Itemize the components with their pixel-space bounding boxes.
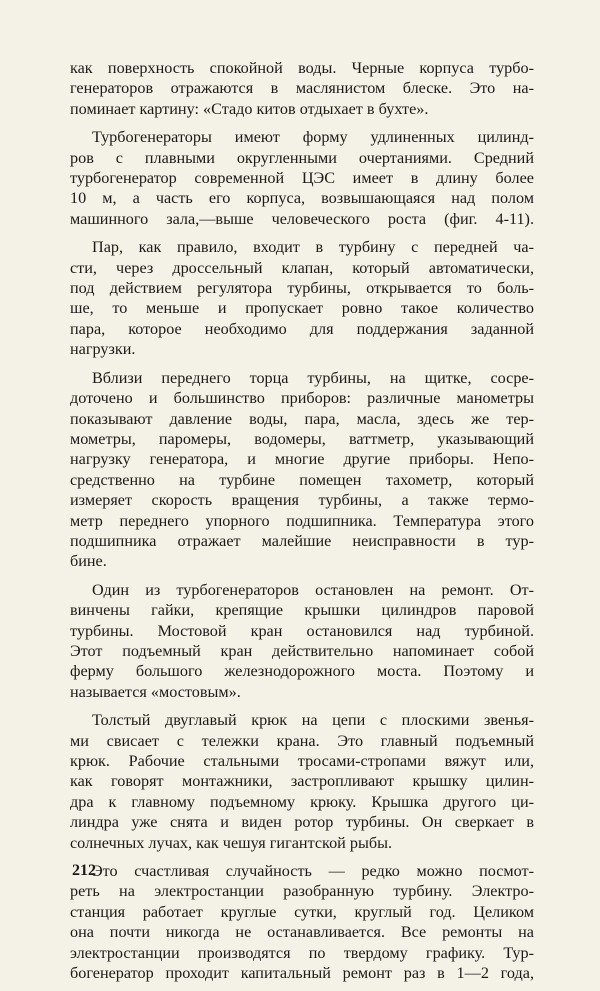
text-line: реть на электростанции разобранную турбину. Электро- bbox=[70, 882, 534, 901]
text-line: Турбогенераторы имеют форму удлиненных цилинд- bbox=[92, 128, 534, 147]
text-line: ми свисает с тележки крана. Это главный подъемный bbox=[70, 731, 534, 750]
paragraph-6 bbox=[70, 710, 534, 853]
text-line: ше, то меньше и пропускает ровно такое количество bbox=[70, 299, 534, 318]
text-line: крюк. Рабочие стальными тросами-стропами вяжут или, bbox=[70, 752, 534, 770]
text-line: генераторов отражаются в маслянистом блеске. Это на- bbox=[70, 79, 534, 98]
text-line: нагрузки. bbox=[70, 340, 136, 359]
text-line: мометры, паромеры, водомеры, ваттметр, указывающий bbox=[70, 429, 534, 448]
text-line: Этот подъемный кран действительно напоминает собой bbox=[70, 641, 534, 660]
text-line: подшипника отражает малейшие неисправности в тур- bbox=[70, 531, 534, 550]
text-line: называется «мостовым». bbox=[70, 682, 241, 701]
text-line: измеряет скорость вращения турбины, а также термо- bbox=[70, 491, 534, 510]
text-line: солнечных лучах, как чешуя гигантской рыбы. bbox=[70, 833, 393, 852]
paragraph-4 bbox=[70, 368, 534, 572]
paragraph-1 bbox=[70, 58, 534, 119]
text-line: Это счастливая случайность — редко можно посмот- bbox=[92, 862, 534, 881]
text-line: средственно на турбине помещен тахометр, который bbox=[70, 470, 534, 489]
paragraph-5 bbox=[70, 580, 534, 702]
text-line: она почти никогда не останавливается. Все ремонты на bbox=[70, 923, 534, 942]
paragraph-2 bbox=[70, 127, 534, 229]
text-line: машинного зала,—выше человеческого роста (фиг. 4-11). bbox=[70, 209, 534, 228]
text-line: показывают давление воды, пара, масла, здесь же тер- bbox=[70, 409, 534, 428]
text-line: 10 м, а часть его корпуса, возвышающаяся над полом bbox=[70, 189, 534, 208]
text-line: бине. bbox=[70, 552, 107, 571]
paragraph-3 bbox=[70, 237, 534, 359]
text-line: богенератор проходит капитальный ремонт раз в 1—2 года, bbox=[70, 964, 534, 983]
text-line: электростанции производятся по твердому графику. Тур- bbox=[70, 943, 534, 962]
text-line: под действием регулятора турбины, открывается то боль- bbox=[70, 279, 534, 298]
text-line: как поверхность спокойной воды. Черные корпуса турбо- bbox=[70, 59, 534, 77]
page-text bbox=[70, 58, 534, 991]
paragraph-7 bbox=[70, 861, 534, 983]
text-line: винчены гайки, крепящие крышки цилиндров паровой bbox=[70, 601, 534, 620]
text-line: Вблизи переднего торца турбины, на щитке, сосре- bbox=[92, 368, 534, 387]
text-line: ферму большого железнодорожного моста. Поэтому и bbox=[70, 662, 534, 681]
text-line: сти, через дроссельный клапан, который автоматически, bbox=[70, 258, 534, 277]
text-line: Один из турбогенераторов остановлен на ремонт. От- bbox=[92, 580, 534, 599]
text-line: турбогенератор современной ЦЭС имеет в длину более bbox=[70, 169, 534, 188]
text-line: Пар, как правило, входит в турбину с передней ча- bbox=[92, 238, 534, 257]
text-line: дра к главному подъемному крюку. Крышка другого ци- bbox=[70, 792, 534, 811]
text-line: Толстый двуглавый крюк на цепи с плоскими звенья- bbox=[92, 711, 534, 730]
text-line: как говорят монтажники, застропливают крышку цилин- bbox=[70, 772, 534, 791]
text-line: станция работает круглые сутки, круглый год. Целиком bbox=[70, 902, 534, 921]
text-line: линдра уже снята и виден ротор турбины. Он сверкает в bbox=[70, 813, 534, 832]
text-line: доточено и большинство приборов: различные манометры bbox=[70, 389, 534, 408]
text-line: метр переднего упорного подшипника. Температура этого bbox=[70, 511, 534, 530]
text-line: ров с плавными округленными очертаниями. Средний bbox=[70, 148, 534, 167]
text-line: нагрузку генератора, и многие другие приборы. Непо- bbox=[70, 450, 534, 469]
page-number: 212 bbox=[72, 862, 96, 879]
text-line: пара, которое необходимо для поддержания заданной bbox=[70, 319, 534, 338]
text-line: турбины. Мостовой кран остановился над турбиной. bbox=[70, 621, 534, 640]
text-line: поминает картину: «Стадо китов отдыхает в бухте». bbox=[70, 99, 429, 118]
